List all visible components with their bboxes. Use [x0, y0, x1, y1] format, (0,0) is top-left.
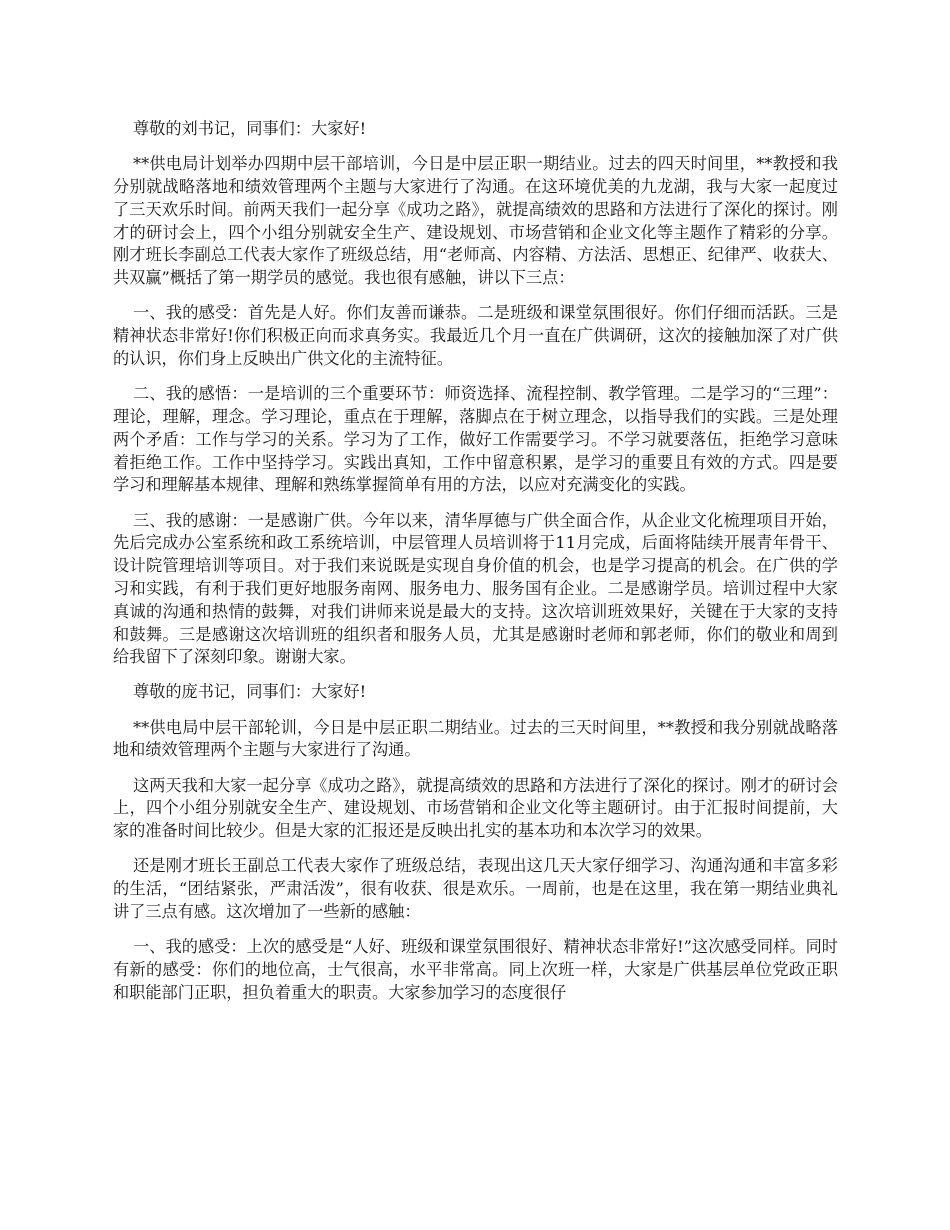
salutation-1: 尊敬的刘书记，同事们：大家好! — [133, 119, 367, 138]
salutation-2: 尊敬的庞书记，同事们：大家好! — [133, 682, 367, 702]
feelings-paragraph-1: 一、我的感受：首先是人好。你们友善而谦恭。二是班级和课堂氛围很好。你们仔细而活跃。三是精神状态非常好!你们积极正向而求真务实。我最近几个月一直在广供调研，这次的接触加深了对广供的认识，你们身上反映出广供文化的主流特征。 — [113, 303, 838, 368]
document-body — [113, 118, 838, 1017]
feelings-paragraph-2: 一、我的感受：上次的感受是“人好、班级和课堂氛围很好、精神状态非常好!”这次感受同样。同时有新的感受：你们的地位高，士气很高，水平非常高。同上次班一样，大家是广供基层单位党政正职和职能部门正职，担负着重大的职责。大家参加学习的态度很仔 — [113, 937, 838, 1002]
sharing-paragraph-2: 这两天我和大家一起分享《成功之路》，就提高绩效的思路和方法进行了深化的探讨。刚才的研讨会上，四个小组分别就安全生产、建设规划、市场营销和企业文化等主题研讨。由于汇报时间提前，大家的准备时间比较少。但是大家的汇报还是反映出扎实的基本功和本次学习的效果。 — [113, 775, 838, 841]
insights-paragraph-1: 二、我的感悟：一是培训的三个重要环节：师资选择、流程控制、教学管理。二是学习的“三理”：理论，理解，理念。学习理论，重点在于理解，落脚点在于树立理念，以指导我们的实践。三是处理两个矛盾：工作与学习的关系。学习为了工作，做好工作需要学习。不学习就要落伍，拒绝学习意味着拒绝工作。工作中坚持学习。实践出真知，工作中留意积累，是学习的重要且有效的方式。四是要学习和理解基本规律、理解和熟练掌握简单有用的方法，以应对充满变化的实践。 — [113, 384, 838, 495]
intro-paragraph-1: **供电局计划举办四期中层干部培训，今日是中层正职一期结业。过去的四天时间里，**教授和我分别就战略落地和绩效管理两个主题与大家进行了沟通。在这环境优美的九龙湖，我与大家一起度过了三天欢乐时间。前两天我们一起分享《成功之路》，就提高绩效的思路和方法进行了深化的探讨。刚才的研讨会上，四个小组分别就安全生产、建设规划、市场营销和企业文化等主题作了精彩的分享。刚才班长李副总工代表大家作了班级总结，用“老师高、内容精、方法活、思想正、纪律严、收获大、共双赢”概括了第一期学员的感觉。我也很有感触，讲以下三点： — [113, 154, 838, 288]
intro-paragraph-2: **供电局中层干部轮训，今日是中层正职二期结业。过去的三天时间里，**教授和我分别就战略落地和绩效管理两个主题与大家进行了沟通。 — [113, 717, 838, 760]
thanks-paragraph-1: 三、我的感谢：一是感谢广供。今年以来，清华厚德与广供全面合作，从企业文化梳理项目开始，先后完成办公室系统和政工系统培训，中层管理人员培训将于11月完成，后面将陆续开展青年骨干、设计院管理培训等项目。对于我们来说既是实现自身价值的机会，也是学习提高的机会。在广供的学习和实践，有利于我们更好地服务南网、服务电力、服务国有企业。二是感谢学员。培训过程中大家真诚的沟通和热情的鼓舞，对我们讲师来说是最大的支持。这次培训班效果好，关键在于大家的支持和鼓舞。三是感谢这次培训班的组织者和服务人员，尤其是感谢时老师和郭老师，你们的敬业和周到给我留下了深刻印象。谢谢大家。 — [113, 510, 838, 667]
summary-paragraph-2: 还是刚才班长王副总工代表大家作了班级总结，表现出这几天大家仔细学习、沟通沟通和丰富多彩的生活，“团结紧张，严肃活泼”，很有收获、很是欢乐。一周前，也是在这里，我在第一期结业典礼讲了三点有感。这次增加了一些新的感触： — [113, 856, 838, 922]
